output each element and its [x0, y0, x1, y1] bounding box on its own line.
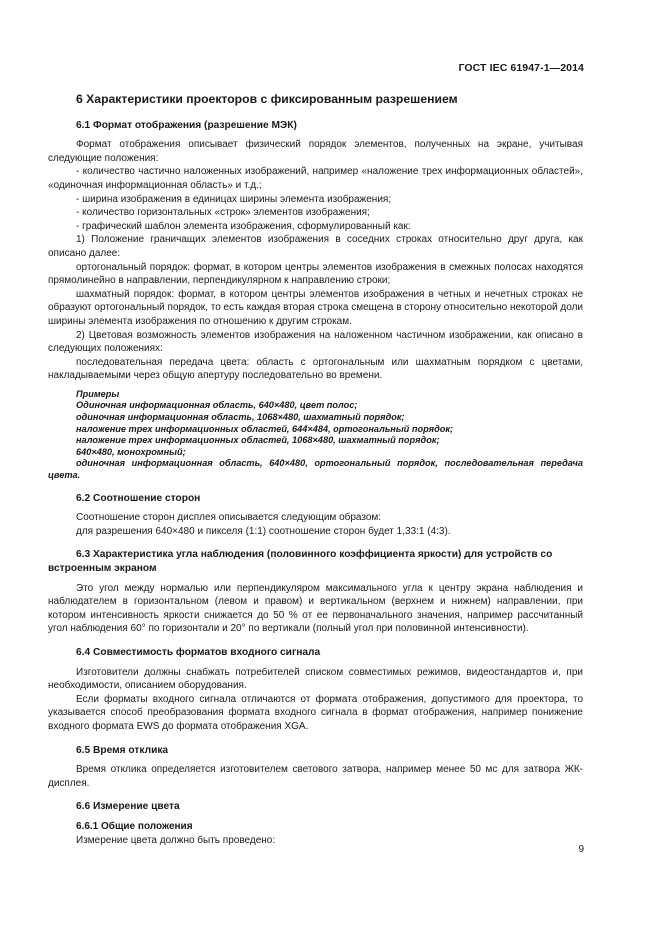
example-item: одиночная информационная область, 1068×480, шахматный порядок;	[76, 412, 405, 423]
section-6-5-title: 6.5 Время отклика	[76, 744, 169, 756]
example-item: наложение трех информационных областей, 644×484, ортогональный порядок;	[76, 423, 454, 434]
example-item: наложение трех информационных областей, 1068×480, шахматный порядок;	[76, 435, 440, 446]
paragraph: Время отклика определяется изготовителем светового затвора, например менее 50 мс для затвора ЖК-дисплея.	[48, 764, 583, 789]
document-body	[48, 90, 583, 847]
section-6-2-title: 6.2 Соотношение сторон	[76, 492, 201, 504]
paragraph: последовательная передача цвета: область с ортогональным или шахматным порядком с цветами, накладываемыми через общую апертуру последовательно во времени.	[48, 356, 583, 382]
paragraph: 1) Положение граничащих элементов изображения в соседних строках относительно друг друга, как описано далее:	[48, 234, 583, 259]
paragraph: Соотношение сторон дисплея описывается следующим образом:	[76, 512, 382, 524]
section-6-title: 6 Характеристики проекторов с фиксированным разрешением	[76, 92, 458, 106]
example-item: одиночная информационная область, 640×480, ортогональный порядок, последовательная передача цвета.	[48, 458, 583, 481]
page-number: 9	[578, 844, 584, 855]
paragraph: Это угол между нормалью или перпендикуляром максимального угла к центру экрана наблюдения и наблюдателем в горизонтальном (левом и правом) и вертикальном (верхнем и нижнем) направлении, при котором интенсивность яркости снижается до 50 % от ее первоначального значения, например рассчитанный угол наблюдения 60° по горизонтали и 20° по вертикали (полный угол при половинной интенсивности).	[48, 582, 583, 635]
section-6-1-title: 6.1 Формат отображения (разрешение МЭК)	[76, 119, 297, 131]
paragraph: шахматный порядок: формат, в котором центры элементов изображения в четных и нечетных строках не образуют ортогональный порядок, то есть каждая вторая строка смещена в сторону относительно некоторой доли ширины элемента изображения по отношению к другим строкам.	[48, 288, 583, 327]
examples-title: Примеры	[76, 388, 120, 399]
section-6-6-1-title: 6.6.1 Общие положения	[76, 820, 193, 832]
examples-block	[48, 389, 583, 482]
section-6-3-title: 6.3 Характеристика угла наблюдения (половинного коэффициента яркости) для устройств со встроенным экраном	[48, 549, 553, 574]
paragraph: Изготовители должны снабжать потребителей списком совместимых режимов, видеостандартов и, при необходимости, описанием оборудования.	[48, 666, 583, 692]
section-6-4-title: 6.4 Совместимость форматов входного сигнала	[76, 646, 321, 658]
paragraph: Если форматы входного сигнала отличаются от формата отображения, допустимого для проектора, то указывается способ преобразования формата входного сигнала в формат отображения, например понижение входного формата EWS до формата отображения XGA.	[48, 693, 583, 732]
list-item: - количество частично наложенных изображений, например «наложение трех информационных областей», «одиночная информационная область» и т.д.;	[48, 166, 583, 191]
section-6-6-title: 6.6 Измерение цвета	[76, 801, 180, 813]
paragraph: для разрешения 640×480 и пикселя (1:1) соотношение сторон будет 1,33:1 (4:3).	[76, 525, 451, 537]
paragraph: Измерение цвета должно быть проведено:	[76, 834, 276, 846]
document-header: ГОСТ IEC 61947-1—2014	[458, 62, 584, 74]
example-item: Одиночная информационная область, 640×480, цвет полос;	[76, 400, 358, 411]
list-item: - ширина изображения в единицах ширины элемента изображения;	[76, 193, 392, 205]
paragraph: Формат отображения описывает физический порядок элементов, полученных на экране, учитывая следующие положения:	[48, 139, 583, 164]
example-item: 640×480, монохромный;	[76, 446, 186, 457]
list-item: - количество горизонтальных «строк» элементов изображения;	[76, 207, 370, 219]
paragraph: ортогональный порядок: формат, в котором центры элементов изображения в смежных полосах находятся прямолинейно в направлении, перпендикулярном к направлению строки;	[48, 261, 583, 287]
list-item: - графический шаблон элемента изображения, сформулированный как:	[76, 220, 411, 232]
paragraph: 2) Цветовая возможность элементов изображения на наложенном частичном изображении, как описано в следующих положениях:	[48, 329, 583, 355]
